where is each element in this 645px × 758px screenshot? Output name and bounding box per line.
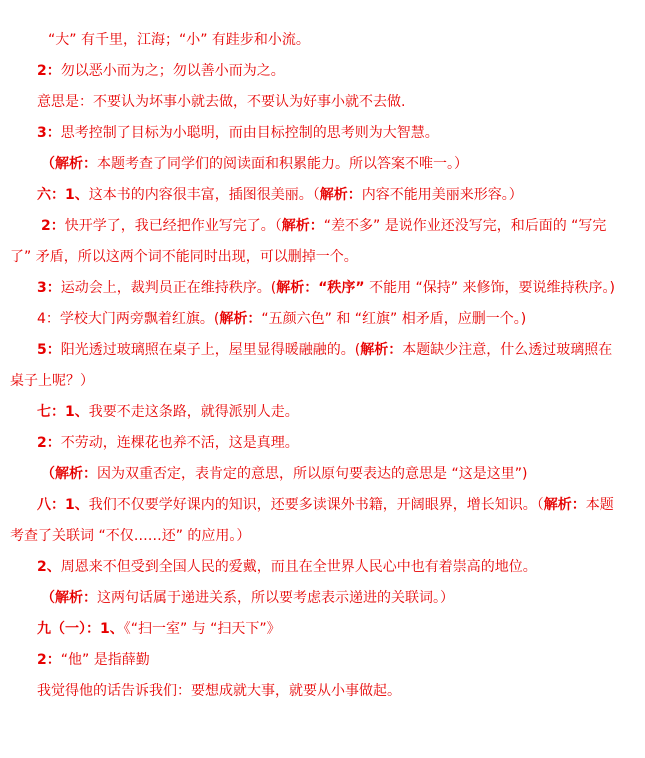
line-text: 周恩来不但受到全国人民的爱戴，而且在全世界人民心中也有着崇高的地位。 bbox=[60, 559, 537, 575]
answer-line bbox=[0, 402, 645, 422]
item-number: 2： bbox=[37, 652, 61, 668]
answer-line bbox=[0, 30, 645, 50]
line-text: 了” 矛盾，所以这两个词不能同时出现，可以删掉一个。 bbox=[10, 249, 358, 265]
line-text: 因为双重否定，表肯定的意思，所以原句要表达的意思是 “这是这里”) bbox=[97, 466, 528, 482]
analysis-line bbox=[0, 588, 645, 608]
line-text: 内容不能用美丽来形容。） bbox=[361, 187, 523, 203]
section-number: 九（一）：1、 bbox=[37, 621, 124, 637]
answer-line bbox=[0, 495, 645, 515]
line-text: 运动会上，裁判员正在维持秩序。( bbox=[60, 280, 277, 296]
item-number: 5： bbox=[37, 342, 61, 358]
analysis-label: 解析： bbox=[319, 187, 362, 203]
answer-line bbox=[0, 340, 645, 360]
line-text: 考查了关联词 “不仅……还” 的应用。） bbox=[10, 528, 251, 544]
analysis-label: 解析： bbox=[543, 497, 586, 513]
answer-line bbox=[0, 650, 645, 670]
answer-line bbox=[0, 278, 645, 298]
answer-line bbox=[0, 619, 645, 639]
line-text: 这本书的内容很丰富，插图很美丽。（ bbox=[88, 187, 320, 203]
line-text: 快开学了，我已经把作业写完了。（ bbox=[64, 218, 282, 234]
section-number: 七：1、 bbox=[37, 404, 89, 420]
line-text: 本题考查了同学们的阅读面和积累能力。所以答案不唯一。） bbox=[97, 156, 468, 172]
item-number: 2： bbox=[37, 435, 61, 451]
item-number: 2： bbox=[41, 218, 65, 234]
line-text: 本题 bbox=[585, 497, 614, 513]
item-number: 3： bbox=[37, 125, 61, 141]
section-number: 八：1、 bbox=[37, 497, 89, 513]
analysis-label: 解析：“秩序” bbox=[276, 280, 365, 296]
line-text: 桌子上呢？） bbox=[10, 373, 94, 389]
analysis-label: （解析： bbox=[41, 466, 97, 482]
line-text: 我们不仅要学好课内的知识，还要多读课外书籍，开阔眼界，增长知识。（ bbox=[88, 497, 544, 513]
item-number: 2： bbox=[37, 63, 61, 79]
analysis-label: （解析： bbox=[41, 590, 97, 606]
analysis-line bbox=[0, 464, 645, 484]
line-text: 勿以恶小而为之；勿以善小而为之。 bbox=[60, 63, 285, 79]
line-text: 意思是：不要认为坏事小就去做，不要认为好事小就不去做. bbox=[37, 94, 406, 110]
line-text: 不能用 “保持” 来修饰，要说维持秩序。) bbox=[364, 280, 615, 296]
answer-line bbox=[0, 681, 645, 701]
line-text: “五颜六色” 和 “红旗” 相矛盾，应删一个。) bbox=[261, 311, 527, 327]
answer-line bbox=[0, 526, 645, 546]
answer-line bbox=[0, 309, 645, 329]
item-number: 2、 bbox=[37, 559, 61, 575]
analysis-line bbox=[0, 154, 645, 174]
section-number: 六：1、 bbox=[37, 187, 89, 203]
line-text: 我觉得他的话告诉我们：要想成就大事，就要从小事做起。 bbox=[37, 683, 401, 699]
line-text: 阳光透过玻璃照在桌子上，屋里显得暖融融的。( bbox=[60, 342, 361, 358]
line-text: 本题缺少注意，什么透过玻璃照在 bbox=[402, 342, 613, 358]
answer-line bbox=[0, 247, 645, 267]
answer-line bbox=[0, 92, 645, 112]
analysis-label: （解析： bbox=[41, 156, 97, 172]
line-text: 不劳动，连棵花也养不活，这是真理。 bbox=[60, 435, 299, 451]
analysis-label: 解析： bbox=[281, 218, 324, 234]
answer-line bbox=[0, 185, 645, 205]
answer-line bbox=[0, 216, 645, 236]
analysis-label: 解析： bbox=[360, 342, 403, 358]
line-text: “大” 有千里，江海；“小” 有跬步和小流。 bbox=[48, 32, 310, 48]
line-text: 4：学校大门两旁飘着红旗。( bbox=[37, 311, 220, 327]
answer-line bbox=[0, 123, 645, 143]
analysis-label: 解析： bbox=[219, 311, 262, 327]
line-text: 思考控制了目标为小聪明，而由目标控制的思考则为大智慧。 bbox=[60, 125, 439, 141]
line-text: “差不多” 是说作业还没写完，和后面的 “写完 bbox=[323, 218, 607, 234]
line-text: 《“扫一室” 与 “扫天下”》 bbox=[123, 621, 281, 637]
line-text: 这两句话属于递进关系，所以要考虑表示递进的关联词。） bbox=[97, 590, 454, 606]
item-number: 3： bbox=[37, 280, 61, 296]
line-text: 我要不走这条路，就得派别人走。 bbox=[88, 404, 299, 420]
answer-line bbox=[0, 433, 645, 453]
answer-line bbox=[0, 371, 645, 391]
answer-line bbox=[0, 61, 645, 81]
answer-line bbox=[0, 557, 645, 577]
line-text: “他” 是指薛勤 bbox=[60, 652, 150, 668]
